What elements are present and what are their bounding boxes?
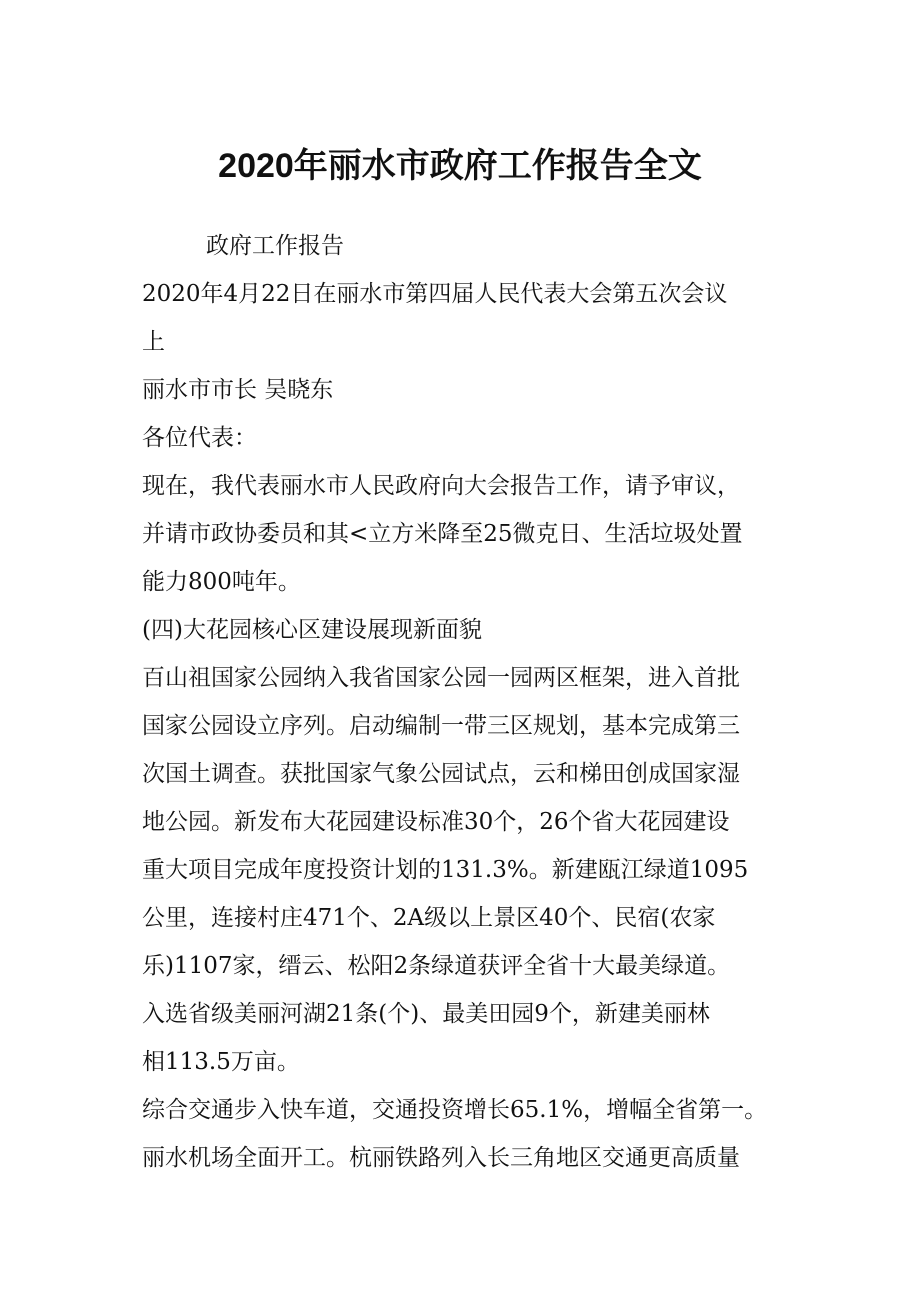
paragraph-line: 国家公园设立序列。启动编制一带三区规划，基本完成第三 <box>142 713 740 739</box>
salutation-line: 各位代表： <box>142 425 257 451</box>
paragraph-line: 百山祖国家公园纳入我省国家公园一园两区框架，进入首批 <box>142 665 740 691</box>
paragraph-line: 乐)1107家，缙云、松阳2条绿道获评全省十大最美绿道。 <box>142 953 731 979</box>
paragraph-line: 次国土调查。获批国家气象公园试点，云和梯田创成国家湿 <box>142 761 740 787</box>
paragraph-line: 现在，我代表丽水市人民政府向大会报告工作，请予审议， <box>142 473 740 499</box>
paragraph-line: 相113.5万亩。 <box>142 1049 300 1075</box>
document-title: 2020年丽水市政府工作报告全文 <box>218 147 702 185</box>
mayor-line: 丽水市市长 吴晓东 <box>142 377 334 403</box>
paragraph-line: 入选省级美丽河湖21条(个)、最美田园9个，新建美丽林 <box>142 1001 710 1027</box>
section-heading: (四)大花园核心区建设展现新面貌 <box>142 617 482 643</box>
paragraph-line: 综合交通步入快车道，交通投资增长65.1%，增幅全省第一。 <box>142 1097 768 1123</box>
meeting-date-line-cont: 上 <box>142 329 165 355</box>
paragraph-line: 能力800吨年。 <box>142 569 301 595</box>
paragraph-line: 并请市政协委员和其<立方米降至25微克日、生活垃圾处置 <box>142 521 743 547</box>
meeting-date-line: 2020年4月22日在丽水市第四届人民代表大会第五次会议 <box>142 281 728 307</box>
document-body <box>142 222 787 1182</box>
paragraph-line: 地公园。新发布大花园建设标准30个，26个省大花园建设 <box>142 809 730 835</box>
paragraph-line: 公里，连接村庄471个、2A级以上景区40个、民宿(农家 <box>142 905 716 931</box>
paragraph-line: 丽水机场全面开工。杭丽铁路列入长三角地区交通更高质量 <box>142 1145 740 1171</box>
report-subtitle: 政府工作报告 <box>206 233 344 259</box>
paragraph-line: 重大项目完成年度投资计划的131.3%。新建瓯江绿道1095 <box>142 857 749 883</box>
